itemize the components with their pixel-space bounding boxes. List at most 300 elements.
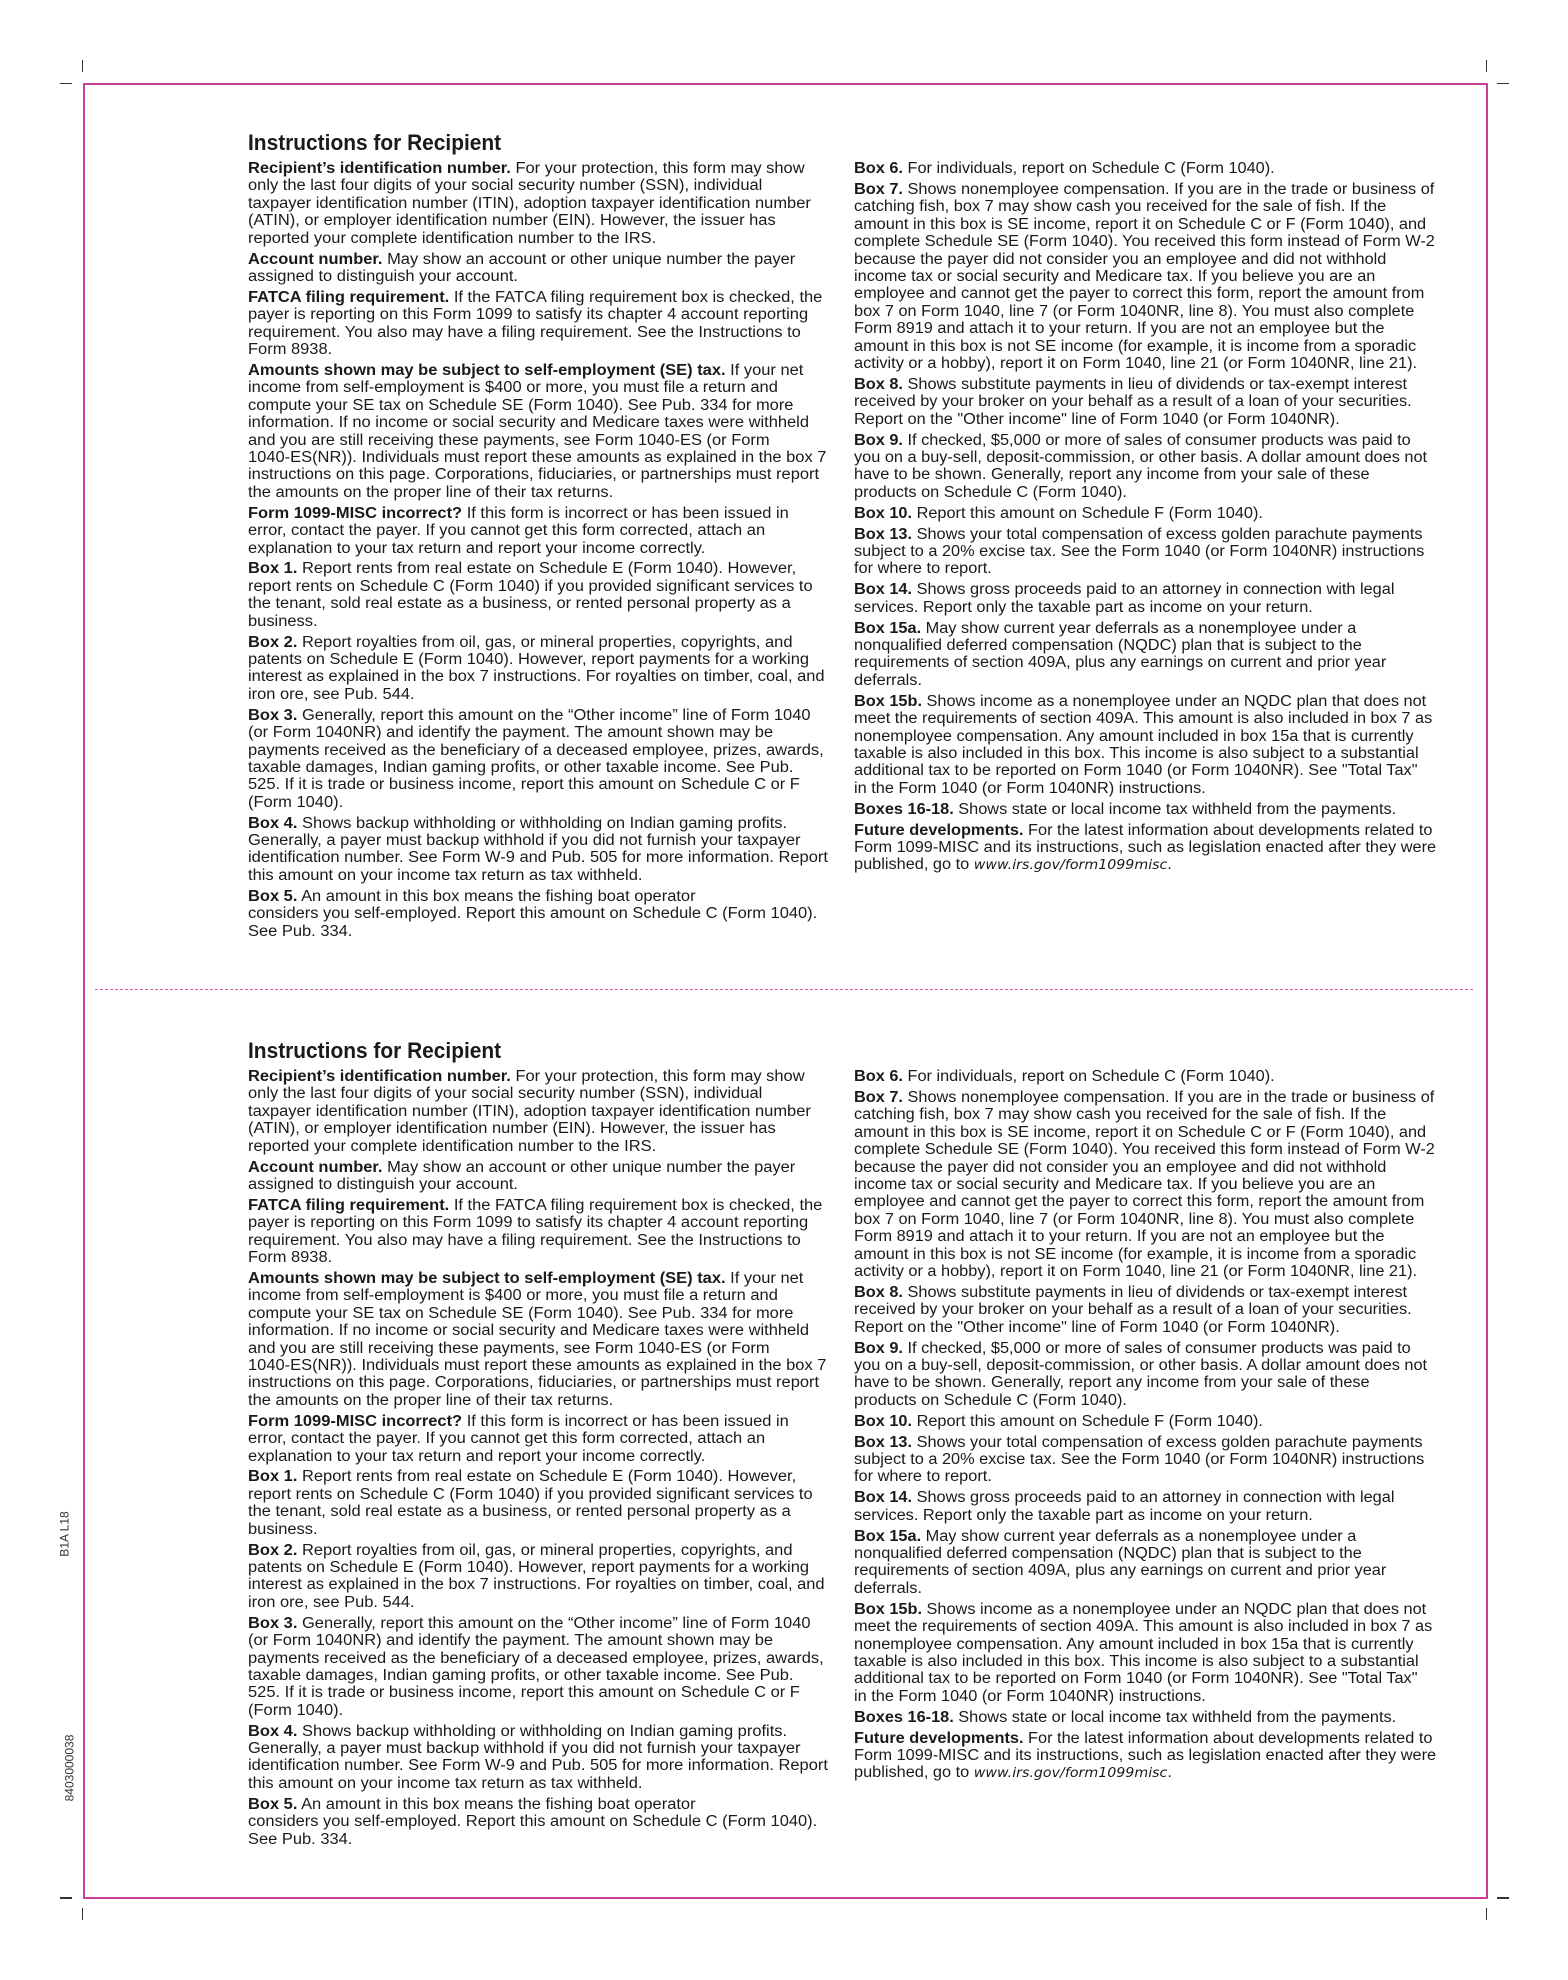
line-text: compute your SE tax on Schedule SE (Form 1040). See Pub. 334 for more [248,1304,794,1322]
line-text: Report royalties from oil, gas, or mineral properties, copyrights, and [297,1541,793,1559]
line-text: only the last four digits of your social security number (SSN), individual [248,177,763,195]
line-text: meet the requirements of section 409A. This amount is also included in box 7 as [854,710,1433,728]
line-text: May show current year deferrals as a nonemployee under a [921,619,1357,637]
line-text: this amount on your income tax return as tax withheld. [248,866,643,884]
text-line [248,1468,828,1485]
line-text: Shows income as a nonemployee under an NQDC plan that does not [921,1600,1427,1618]
text-line [248,1576,828,1593]
crop-mark [1486,60,1487,72]
text-line [854,1124,1436,1141]
line-text: amount in this box is SE income, report it on Schedule C or F (Form 1040), and [854,215,1427,233]
line-text: deferrals. [854,671,923,689]
text-line [854,1193,1436,1210]
line-text: Shows gross proceeds paid to an attorney in connection with legal [912,581,1395,599]
line-text: Form 8919 and attach it to your return. If you are not an employee but the [854,320,1385,338]
line-text: An amount in this box means the fishing boat operator [297,1795,696,1813]
text-line [854,1284,1436,1301]
text-line [854,745,1436,762]
instruction-paragraph [854,1413,1436,1430]
paragraph-heading: Box 13. [854,1433,913,1451]
text-line [854,432,1436,449]
text-line [248,1068,828,1085]
text-line [854,1413,1436,1430]
line-text: report rents on Schedule C (Form 1040) if you provided significant services to [248,1485,813,1503]
text-line [248,1667,828,1684]
text-line [854,637,1436,654]
line-text: If checked, $5,000 or more of sales of consumer products was paid to [902,1339,1411,1357]
line-text: for where to report. [854,1468,992,1486]
text-line [854,693,1436,710]
line-text: the amounts on the proper line of their tax returns. [248,1391,614,1409]
text-line [854,1580,1436,1597]
line-text: Shows substitute payments in lieu of dividends or tax-exempt interest [902,375,1408,393]
instruction-paragraph [248,1615,828,1719]
text-line [248,1486,828,1503]
line-text: (ATIN), or employer identification number (EIN). However, the issuer has [248,1120,776,1138]
instructions-copy-2 [0,1038,1568,1918]
line-text: 1040-ES(NR)). Individuals must report these amounts as explained in the box 7 [248,449,827,466]
right-column [854,160,1436,878]
text-line [854,466,1436,483]
text-line [854,1709,1436,1726]
text-line [854,338,1436,355]
line-text: reported your complete identification number to the IRS. [248,229,657,247]
paragraph-heading: Box 4. [248,814,298,832]
paragraph-heading: Form 1099-MISC incorrect? [248,1412,463,1430]
line-text: An amount in this box means the fishing boat operator [297,887,696,905]
line-text: Shows state or local income tax withheld from the payments. [953,800,1397,818]
text-line [248,1103,828,1120]
text-line [248,849,828,866]
line-text: have to be shown. Generally, report any income from your sale of these [854,466,1370,484]
text-line [248,230,828,247]
line-text: income tax or social security and Medicare tax. If you believe you are an [854,1175,1376,1193]
line-text: you on a buy-sell, deposit-commission, or other basis. A dollar amount does not [854,1357,1428,1374]
line-text: Shows substitute payments in lieu of dividends or tax-exempt interest [902,1283,1408,1301]
line-text: this amount on your income tax return as tax withheld. [248,1774,643,1792]
line-text: Report on the "Other income" line of Form 1040 (or Form 1040NR). [854,410,1340,428]
line-text: (ATIN), or employer identification number (EIN). However, the issuer has [248,212,776,230]
text-line [248,707,828,724]
line-text: See Pub. 334. [248,922,353,940]
text-line [248,177,828,194]
line-text: additional tax to be reported on Form 1040 (or Form 1040NR). See "Total Tax" [854,762,1418,780]
instruction-paragraph [248,1723,828,1793]
line-text: Shows income as a nonemployee under an NQDC plan that does not [921,692,1427,710]
instruction-paragraph [854,1709,1436,1726]
text-line [248,505,828,522]
paragraph-heading: Box 1. [248,1468,298,1486]
line-text: taxpayer identification number (ITIN), adoption taxpayer identification number [248,194,811,212]
line-text: amount in this box is not SE income (for example, it is income from a sporadic [854,1245,1417,1263]
text-line [248,1757,828,1774]
text-line [248,613,828,630]
text-line [248,160,828,177]
text-line [248,1594,828,1611]
text-line [248,1357,828,1374]
line-text: taxpayer identification number (ITIN), adoption taxpayer identification number [248,1102,811,1120]
text-line [854,620,1436,637]
instruction-paragraph [248,707,828,811]
line-text: For your protection, this form may show [510,160,805,177]
line-text: complete Schedule SE (Form 1040). You received this form instead of Form W-2 [854,233,1435,251]
paragraph-heading: Box 7. [854,180,903,198]
instruction-paragraph [854,581,1436,616]
paragraph-heading: Box 3. [248,706,298,724]
instruction-paragraph [248,160,828,247]
line-text: considers you self-employed. Report this amount on Schedule C (Form 1040). [248,905,818,923]
text-line [248,324,828,341]
text-line [854,1562,1436,1579]
line-text: the amounts on the proper line of their tax returns. [248,483,614,501]
instruction-paragraph [248,505,828,557]
paragraph-heading: Recipient’s identification number. [248,160,511,177]
paragraph-heading: Box 8. [854,1283,903,1301]
line-text: payer is reporting on this Form 1099 to satisfy its chapter 4 account reporting [248,306,809,324]
line-text: . [1167,856,1172,874]
text-line [248,1542,828,1559]
side-code-top: B1A L18 [57,1511,72,1557]
line-text: amount in this box is not SE income (for example, it is income from a sporadic [854,337,1417,355]
instruction-paragraph [854,160,1436,177]
instruction-paragraph [248,362,828,501]
line-text: Shows your total compensation of excess golden parachute payments [912,525,1423,543]
instruction-paragraph [248,815,828,885]
text-line [248,1740,828,1757]
paragraph-heading: Box 1. [248,560,298,578]
text-line [248,362,828,379]
text-line [854,303,1436,320]
line-text: Generally, report this amount on the “Other income” line of Form 1040 [297,706,811,724]
text-line [248,595,828,612]
instruction-paragraph [248,1796,828,1848]
text-line [248,668,828,685]
line-text: taxable damages, Indian gaming profits, or other taxable income. See Pub. [248,1666,794,1684]
right-column [854,1068,1436,1786]
paragraph-heading: Box 13. [854,525,913,543]
line-text: employee and cannot get the payer to correct this form, report the amount from [854,285,1425,303]
text-line [248,1413,828,1430]
text-line [854,285,1436,302]
text-line [854,216,1436,233]
paragraph-heading: Future developments. [854,1729,1024,1747]
line-text: received by your broker on your behalf as a result of a loan of your securities. [854,393,1412,411]
line-text: For individuals, report on Schedule C (Form 1040). [902,160,1275,177]
line-text: deferrals. [854,1579,923,1597]
text-line [854,560,1436,577]
paragraph-heading: Form 1099-MISC incorrect? [248,504,463,522]
line-text: amount in this box is SE income, report it on Schedule C or F (Form 1040), and [854,1123,1427,1141]
text-line [248,540,828,557]
instruction-paragraph [854,1089,1436,1280]
text-line [248,484,828,501]
text-line [854,1528,1436,1545]
text-line [854,1263,1436,1280]
instruction-paragraph [854,1340,1436,1410]
text-line [854,543,1436,560]
text-line [248,1340,828,1357]
line-text: meet the requirements of section 409A. This amount is also included in box 7 as [854,1618,1433,1636]
paragraph-heading: Account number. [248,250,383,268]
text-line [854,1601,1436,1618]
paragraph-heading: Box 9. [854,431,903,449]
line-text: For the latest information about developments related to [1023,821,1433,839]
instruction-paragraph [854,376,1436,428]
instruction-paragraph [854,1434,1436,1486]
line-text: (or Form 1040NR) and identify the payment. The amount shown may be [248,1632,774,1650]
text-line [248,759,828,776]
paragraph-heading: Box 10. [854,504,913,522]
instruction-paragraph [248,1197,828,1267]
instruction-paragraph [248,1159,828,1194]
line-text: Report on the "Other income" line of Form 1040 (or Form 1040NR). [854,1318,1340,1336]
line-text: business. [248,1520,318,1538]
crop-mark [60,83,72,84]
line-text: If this form is incorrect or has been issued in [462,504,789,522]
line-text: Report rents from real estate on Schedule E (Form 1040). However, [297,1468,797,1486]
text-line [854,1392,1436,1409]
line-text: subject to a 20% excise tax. See the Form 1040 (or Form 1040NR) instructions [854,543,1425,561]
text-line [248,1159,828,1176]
paragraph-heading: Box 2. [248,633,298,651]
text-line [854,233,1436,250]
text-line [248,268,828,285]
text-line [854,355,1436,372]
instruction-paragraph [248,560,828,630]
instruction-paragraph [854,505,1436,522]
instruction-paragraph [854,1489,1436,1524]
paragraph-heading: Box 5. [248,1795,298,1813]
line-text: published, go to [854,1764,974,1782]
line-text: Generally, a payer must backup withhold if you did not furnish your taxpayer [248,1740,801,1758]
text-line [854,449,1436,466]
line-text: have to be shown. Generally, report any income from your sale of these [854,1374,1370,1392]
line-text: Report royalties from oil, gas, or mineral properties, copyrights, and [297,633,793,651]
instruction-paragraph [248,1468,828,1538]
text-line [854,484,1436,501]
line-text: activity or a hobby), report it on Form 1040, line 21 (or Form 1040NR, line 21). [854,354,1418,372]
side-code-bottom: 8403000038 [62,1734,77,1802]
text-line [854,1301,1436,1318]
paragraph-heading: Box 6. [854,160,903,177]
line-text: nonemployee compensation. Any amount included in box 15a that is currently [854,727,1414,745]
line-text: nonemployee compensation. Any amount included in box 15a that is currently [854,1635,1414,1653]
line-text: complete Schedule SE (Form 1040). You received this form instead of Form W-2 [854,1141,1435,1159]
text-line [854,1106,1436,1123]
irs-link[interactable]: www.irs.gov/form1099misc [973,1765,1168,1782]
text-line [248,578,828,595]
text-line [248,1615,828,1632]
line-text: the tenant, sold real estate as a business, or rented personal property as a [248,595,791,613]
line-text: products on Schedule C (Form 1040). [854,1391,1127,1409]
line-text: For individuals, report on Schedule C (Form 1040). [902,1068,1275,1085]
line-text: Form 8938. [248,341,333,359]
text-line [854,1357,1436,1374]
line-text: patents on Schedule E (Form 1040). However, report payments for a working [248,1558,810,1576]
instruction-paragraph [854,801,1436,818]
text-line [248,776,828,793]
irs-link[interactable]: www.irs.gov/form1099misc [973,857,1168,874]
line-text: services. Report only the taxable part as income on your return. [854,598,1313,616]
line-text: considers you self-employed. Report this amount on Schedule C (Form 1040). [248,1813,818,1831]
text-line [248,1392,828,1409]
text-line [248,634,828,651]
instruction-paragraph [248,251,828,286]
text-line [248,686,828,703]
line-text: payments received as the beneficiary of a deceased employee, prizes, awards, [248,741,824,759]
text-line [854,1653,1436,1670]
line-text: iron ore, see Pub. 544. [248,685,415,703]
line-text: and you are still receiving these payments, see Form 1040-ES (or Form [248,431,770,449]
line-text: 525. If it is trade or business income, report this amount on Schedule C or F [248,776,800,794]
paragraph-heading: Box 14. [854,581,913,599]
text-line [248,923,828,940]
text-line [854,822,1436,839]
line-text: Generally, report this amount on the “Other income” line of Form 1040 [297,1614,811,1632]
line-text: May show current year deferrals as a nonemployee under a [921,1527,1357,1545]
text-line [248,1831,828,1848]
text-line [854,1747,1436,1764]
text-line [248,794,828,811]
line-text: If this form is incorrect or has been issued in [462,1412,789,1430]
line-text: Form 8919 and attach it to your return. If you are not an employee but the [854,1228,1385,1246]
line-text: services. Report only the taxable part as income on your return. [854,1506,1313,1524]
text-line [248,1775,828,1792]
paragraph-heading: Box 8. [854,375,903,393]
instruction-paragraph [854,181,1436,372]
text-line [248,306,828,323]
paragraph-heading: Account number. [248,1158,383,1176]
text-line [248,1270,828,1287]
line-text: Shows your total compensation of excess golden parachute payments [912,1433,1423,1451]
text-line [248,1521,828,1538]
text-line [248,397,828,414]
instruction-paragraph [248,1270,828,1409]
paragraph-heading: Box 7. [854,1088,903,1106]
text-line [854,376,1436,393]
instruction-paragraph [248,289,828,359]
paragraph-heading: Boxes 16-18. [854,800,954,818]
line-text: compute your SE tax on Schedule SE (Form 1040). See Pub. 334 for more [248,396,794,414]
line-text: Shows nonemployee compensation. If you are in the trade or business of [902,1088,1435,1106]
line-text: catching fish, box 7 may show cash you received for the sale of fish. If the [854,1106,1387,1124]
text-line [248,724,828,741]
line-text: taxable is also included in this box. This income is also subject to a substantial [854,745,1419,762]
text-line [248,888,828,905]
text-line [854,1089,1436,1106]
paragraph-heading: Box 2. [248,1541,298,1559]
text-line [248,1138,828,1155]
text-line [854,181,1436,198]
line-text: Form 1099-MISC and its instructions, such as legislation enacted after they were [854,1747,1437,1765]
text-line [248,1214,828,1231]
text-line [854,1340,1436,1357]
paragraph-heading: Box 15b. [854,1600,922,1618]
text-line [248,414,828,431]
text-line [854,1159,1436,1176]
left-column [248,160,828,943]
line-text: See Pub. 334. [248,1830,353,1848]
left-column [248,1068,828,1851]
text-line [248,289,828,306]
instruction-paragraph [248,888,828,940]
crop-mark [82,60,83,72]
text-line [248,651,828,668]
line-text: report rents on Schedule C (Form 1040) if you provided significant services to [248,577,813,595]
text-line [854,1211,1436,1228]
text-line [854,780,1436,797]
text-line [854,581,1436,598]
text-line [854,728,1436,745]
crop-mark [1497,83,1509,84]
text-line [248,212,828,229]
paragraph-heading: Box 6. [854,1068,903,1085]
line-text: activity or a hobby), report it on Form 1040, line 21 (or Form 1040NR, line 21). [854,1262,1418,1280]
line-text: If your net [725,361,804,379]
paragraph-heading: Box 5. [248,887,298,905]
line-text: Report this amount on Schedule F (Form 1040). [912,504,1263,522]
line-text: assigned to distinguish your account. [248,267,519,285]
text-line [248,1120,828,1137]
instruction-paragraph [854,693,1436,797]
text-line [854,1374,1436,1391]
text-line [248,1632,828,1649]
section-title: Instructions for Recipient [248,1038,502,1063]
line-text: requirement. You also may have a filing requirement. See the Instructions to [248,1231,801,1249]
paragraph-heading: Box 3. [248,1614,298,1632]
paragraph-heading: Box 15b. [854,692,922,710]
text-line [248,1232,828,1249]
line-text: Report rents from real estate on Schedule E (Form 1040). However, [297,560,797,578]
text-line [854,1451,1436,1468]
text-line [248,1702,828,1719]
text-line [854,1764,1436,1782]
line-text: income from self-employment is $400 or more, you must file a return and [248,379,778,397]
line-text: income tax or social security and Medicare tax. If you believe you are an [854,267,1376,285]
line-text: interest as explained in the box 7 instructions. For royalties on timber, coal, and [248,1576,825,1594]
text-line [854,393,1436,410]
text-line [854,762,1436,779]
instruction-paragraph [854,1730,1436,1783]
line-text: iron ore, see Pub. 544. [248,1593,415,1611]
line-text: additional tax to be reported on Form 1040 (or Form 1040NR). See "Total Tax" [854,1670,1418,1688]
paragraph-heading: Recipient’s identification number. [248,1068,511,1085]
line-text: catching fish, box 7 may show cash you received for the sale of fish. If the [854,198,1387,216]
text-line [854,856,1436,874]
line-text: Shows nonemployee compensation. If you are in the trade or business of [902,180,1435,198]
text-line [854,801,1436,818]
instruction-paragraph [248,1542,828,1612]
line-text: nonqualified deferred compensation (NQDC) plan that is subject to the [854,637,1362,655]
paragraph-heading: Box 10. [854,1412,913,1430]
line-text: instructions on this page. Corporations, fiduciaries, or partnerships must report [248,1374,820,1392]
line-text: error, contact the payer. If you cannot get this form corrected, attach an [248,522,766,540]
line-text: Report this amount on Schedule F (Form 1040). [912,1412,1263,1430]
text-line [854,1434,1436,1451]
line-text: payments received as the beneficiary of a deceased employee, prizes, awards, [248,1649,824,1667]
text-line [854,251,1436,268]
line-text: taxable damages, Indian gaming profits, or other taxable income. See Pub. [248,758,794,776]
line-text: only the last four digits of your social security number (SSN), individual [248,1085,763,1103]
line-text: Shows gross proceeds paid to an attorney in connection with legal [912,1489,1395,1507]
paragraph-heading: Amounts shown may be subject to self-employment (SE) tax. [248,1269,726,1287]
line-text: interest as explained in the box 7 instructions. For royalties on timber, coal, and [248,668,825,686]
text-line [248,432,828,449]
line-text: Form 1099-MISC and its instructions, such as legislation enacted after they were [854,839,1437,857]
line-text: requirements of section 409A, plus any earnings on current and prior year [854,654,1387,672]
line-text: for where to report. [854,560,992,578]
instruction-paragraph [854,526,1436,578]
